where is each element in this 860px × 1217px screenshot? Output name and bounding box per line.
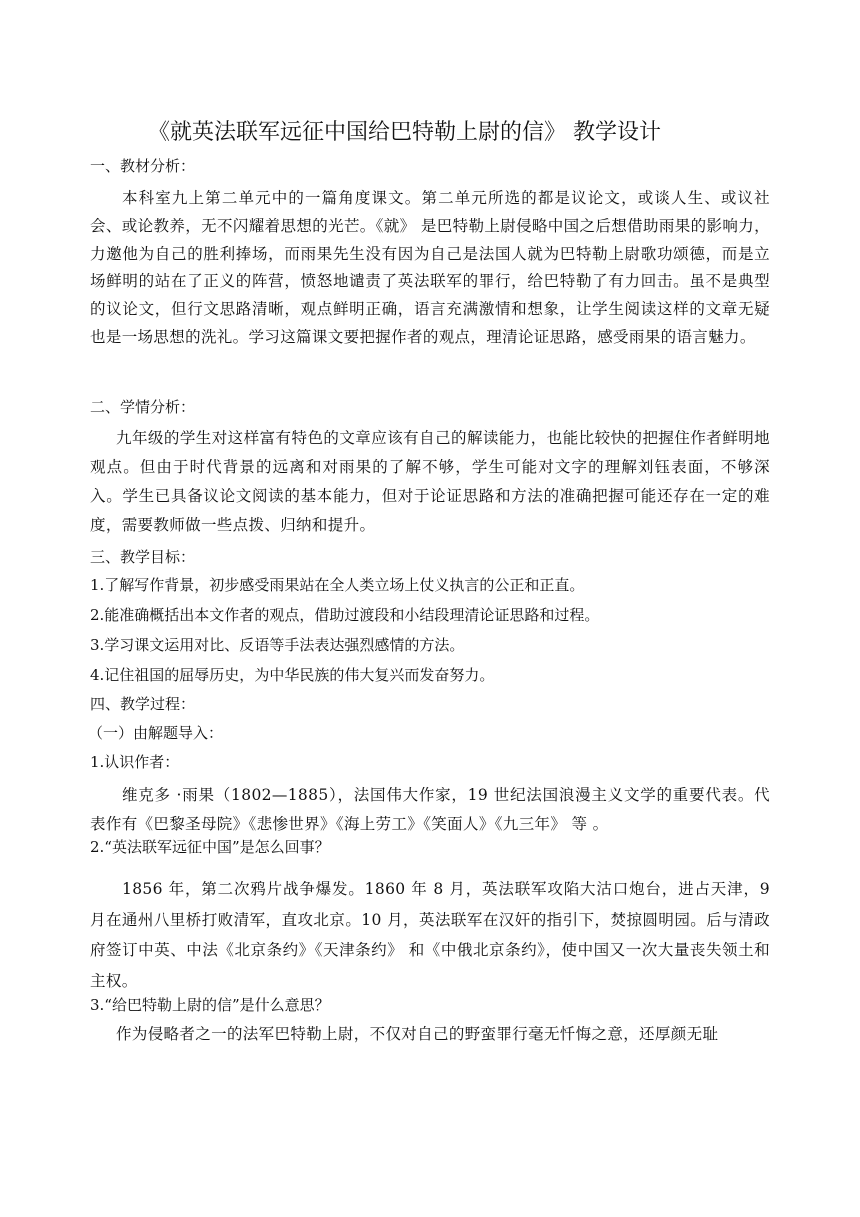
goal-item: 1.了解写作背景，初步感受雨果站在全人类立场上仗义执言的公正和正直。 bbox=[90, 576, 585, 594]
paragraph-material-analysis: 本科室九上第二单元中的一篇角度课文。第二单元所选的都是议论文，或谈人生、或议社会、或论教养，无不闪耀着思想的光芒。《就》 是巴特勒上尉侵略中国之后想借助雨果的影响力，力邀他为自己的胜利捧场，而雨果先生没有因为自己是法国人就为巴特勒上尉歌功颂德，而是立场鲜明的站在了正义的阵营，愤怒地谴责了英法联军的罪行，给巴特勒了有力回击。虽不是典型的议论文，但行文思路清晰，观点鲜明正确，语言充满激情和想象，让学生阅读这样的文章无疑也是一场思想的洗礼。学习这篇课文要把握作者的观点，理清论证思路，感受雨果的语言魅力。 bbox=[90, 189, 770, 346]
item-heading-expedition: 2.“英法联军远征中国”是怎么回事？ bbox=[90, 838, 330, 856]
document-title: 《就英法联军远征中国给巴特勒上尉的信》 教学设计 bbox=[148, 120, 661, 145]
paragraph-letter: 作为侵略者之一的法军巴特勒上尉，不仅对自己的野蛮罪行毫无忏悔之意，还厚颜无耻 bbox=[116, 1025, 719, 1043]
paragraph-expedition: 1856 年，第二次鸦片战争爆发。1860 年 8 月，英法联军攻陷大沽口炮台，进占天津，9 月在通州八里桥打败清军，直攻北京。10 月，英法联军在汉奸的指引下，焚掠圆明园。后与清政府签订中英、中法《北京条约》《天津条约》 和《中俄北京条约》，使中国又一次大量丧失领土和主权。 bbox=[90, 880, 770, 990]
paragraph-student-analysis: 九年级的学生对这样富有特色的文章应该有自己的解读能力，也能比较快的把握住作者鲜明地观点。但由于时代背景的远离和对雨果的了解不够，学生可能对文字的理解刘钰表面，不够深入。学生已具备议论文阅读的基本能力，但对于论证思路和方法的准确把握可能还存在一定的难度，需要教师做一些点拨、归纳和提升。 bbox=[90, 429, 770, 534]
process-subheading: （一）由解题导入： bbox=[88, 724, 224, 742]
heading-teaching-goals: 三、教学目标： bbox=[90, 548, 196, 566]
heading-material-analysis: 一、教材分析： bbox=[90, 157, 196, 175]
goal-item: 2.能准确概括出本文作者的观点，借助过渡段和小结段理清论证思路和过程。 bbox=[90, 606, 600, 624]
goal-item: 3.学习课文运用对比、反语等手法表达强烈感情的方法。 bbox=[90, 636, 465, 654]
item-heading-author: 1.认识作者： bbox=[90, 753, 180, 771]
item-heading-letter: 3.“给巴特勒上尉的信”是什么意思？ bbox=[90, 996, 330, 1014]
heading-teaching-process: 四、教学过程： bbox=[90, 695, 196, 713]
goal-item: 4.记住祖国的屈辱历史，为中华民族的伟大复兴而发奋努力。 bbox=[90, 666, 495, 684]
heading-student-analysis: 二、学情分析： bbox=[90, 398, 196, 416]
paragraph-author: 维克多 ·雨果（1802—1885），法国伟大作家，19 世纪法国浪漫主义文学的重要代表。代表作有《巴黎圣母院》《悲惨世界》《海上劳工》《笑面人》《九三年》 等 。 bbox=[90, 786, 770, 833]
